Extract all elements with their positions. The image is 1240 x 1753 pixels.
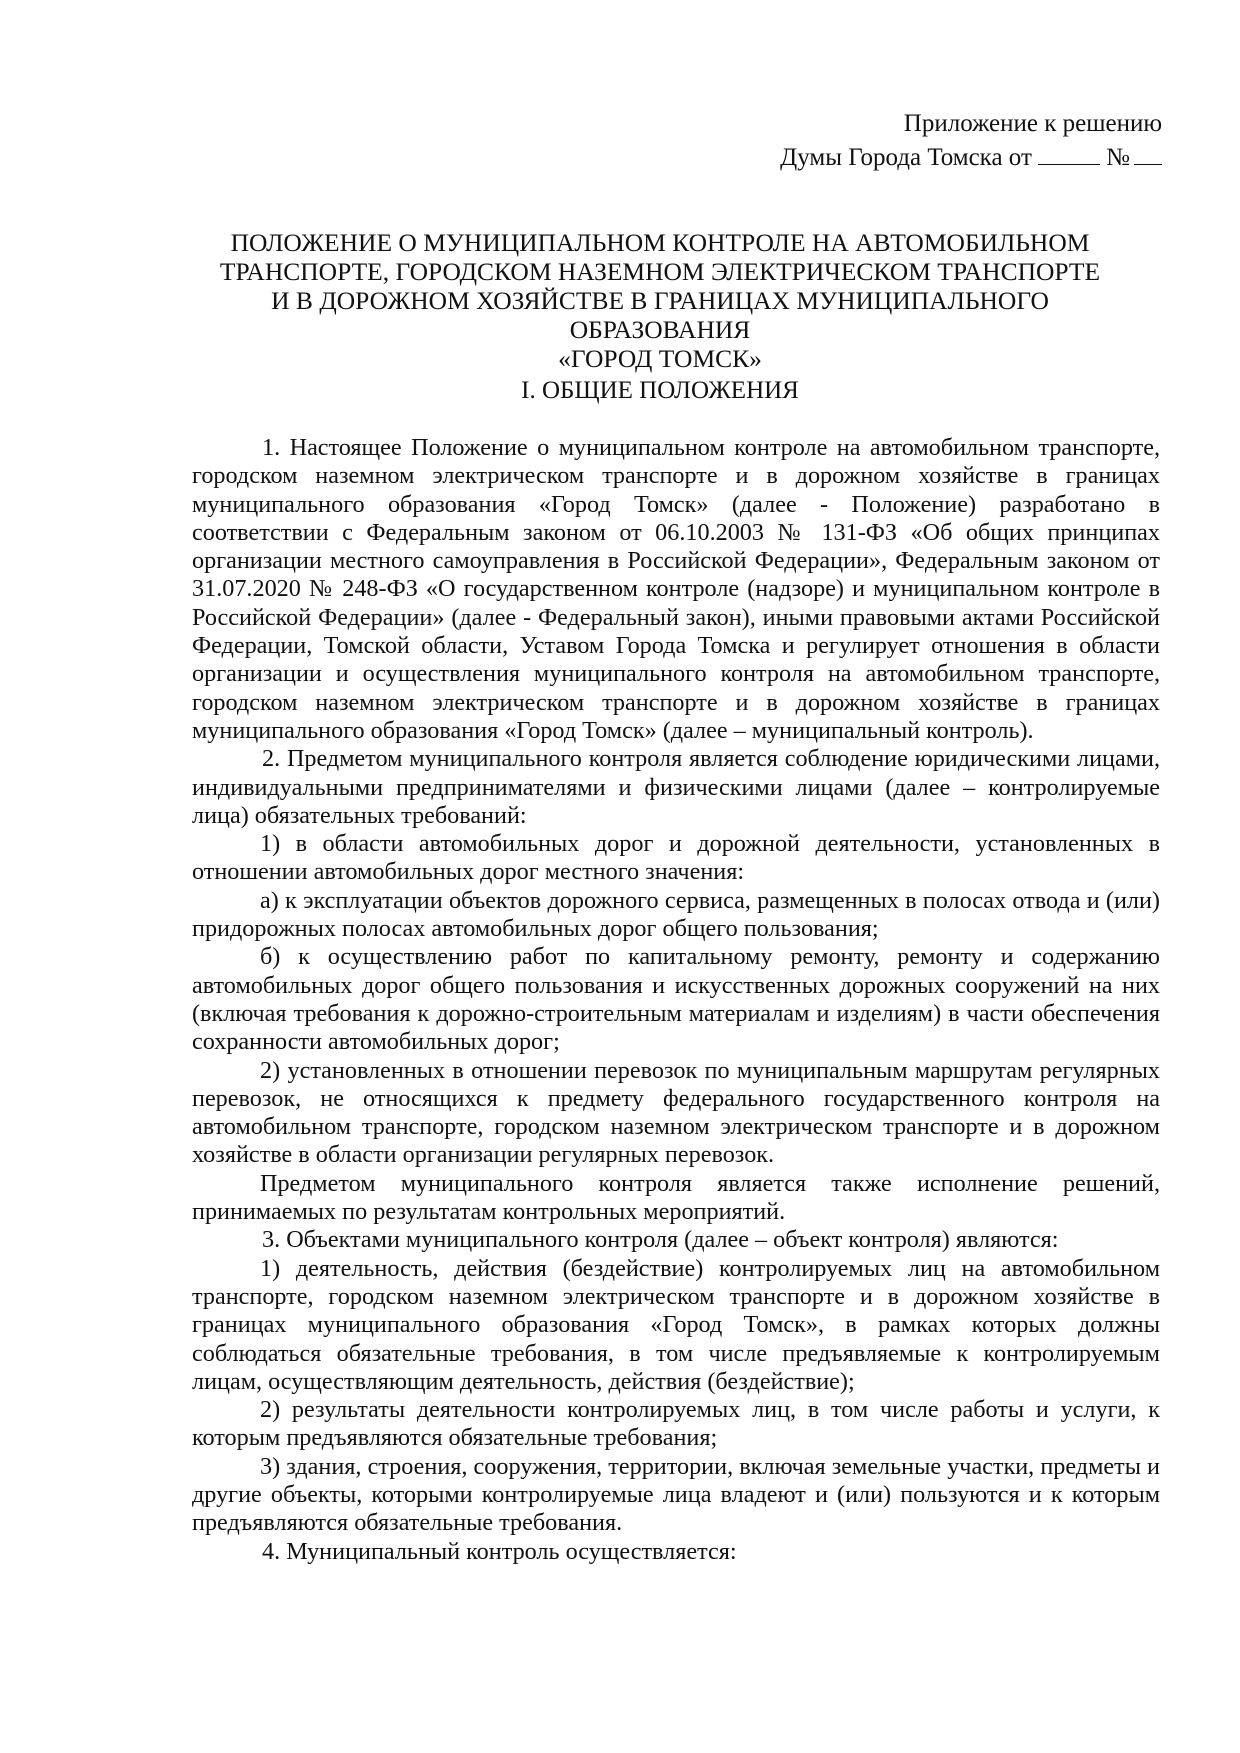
document-body: [192, 434, 1160, 1566]
paragraph-3-item-2: 2) результаты деятельности контролируемых лиц, в том числе работы и услуги, к которым предъявляются обязательные требования;: [192, 1396, 1160, 1452]
number-sign: №: [1106, 144, 1130, 171]
paragraph-2-item-1a: а) к эксплуатации объектов дорожного сервиса, размещенных в полосах отвода и (или) придорожных полосах автомобильных дорог общего пользования;: [192, 886, 1160, 943]
title-line-2: ТРАНСПОРТЕ, ГОРОДСКОМ НАЗЕМНОМ ЭЛЕКТРИЧЕСКОМ ТРАНСПОРТЕ: [219, 257, 1101, 286]
attachment-line-2-text: Думы Города Томска от: [780, 144, 1032, 171]
document-title: [180, 228, 1140, 373]
title-line-4: «ГОРОД ТОМСК»: [558, 344, 762, 373]
paragraph-3: 3. Объектами муниципального контроля (далее – объект контроля) являются:: [262, 1226, 1059, 1254]
paragraph-2-item-2: 2) установленных в отношении перевозок по муниципальным маршрутам регулярных перевозок, не относящихся к предмету федерального государственного контроля на автомобильном транспорте, городском наземном электрическом транспорте и в дорожном хозяйстве в области организации регулярных перевозок.: [192, 1056, 1160, 1169]
paragraph-3-item-3: 3) здания, строения, сооружения, территории, включая земельные участки, предметы и другие объекты, которыми контролируемые лица владеют и (или) пользуются и к которым предъявляются обязательные требования.: [192, 1452, 1160, 1537]
section-heading: I. ОБЩИЕ ПОЛОЖЕНИЯ: [521, 377, 799, 404]
paragraph-2-item-1b: б) к осуществлению работ по капитальному ремонту, ремонту и содержанию автомобильных дорог общего пользования и искусственных дорожных сооружений на них (включая требования к дорожно-строительным материалам и изделиям) в части обеспечения сохранности автомобильных дорог;: [192, 943, 1160, 1056]
date-blank: [1038, 140, 1100, 165]
paragraph-2-item-1: 1) в области автомобильных дорог и дорожной деятельности, установленных в отношении автомобильных дорог местного значения:: [192, 830, 1160, 886]
attachment-line-1: Приложение к решению: [903, 110, 1162, 137]
attachment-line-2: [780, 140, 1162, 174]
title-line-3: И В ДОРОЖНОМ ХОЗЯЙСТВЕ В ГРАНИЦАХ МУНИЦИПАЛЬНОГО ОБРАЗОВАНИЯ: [271, 286, 1049, 344]
title-line-1: ПОЛОЖЕНИЕ О МУНИЦИПАЛЬНОМ КОНТРОЛЕ НА АВТОМОБИЛЬНОМ: [230, 228, 1090, 257]
paragraph-3-item-1: 1) деятельность, действия (бездействие) контролируемых лиц на автомобильном транспорте, городском наземном электрическом транспорте и в дорожном хозяйстве в границах муниципального образования «Город Томск», в рамках которых должны соблюдаться обязательные требования, в том числе предъявляемые к контролируемым лицам, осуществляющим деятельность, действия (бездействие);: [192, 1254, 1160, 1395]
attachment-header: [780, 108, 1162, 174]
paragraph-4: 4. Муниципальный контроль осуществляется:: [262, 1537, 737, 1565]
paragraph-1: 1. Настоящее Положение о муниципальном контроле на автомобильном транспорте, городском наземном электрическом транспорте и в дорожном хозяйстве в границах муниципального образования «Город Томск» (далее - Положение) разработано в соответствии с Федеральным законом от 06.10.2003 № 131-ФЗ «Об общих принципах организации местного самоуправления в Российской Федерации», Федеральным законом от 31.07.2020 № 248-ФЗ «О государственном контроле (надзоре) и муниципальном контроле в Российской Федерации» (далее - Федеральный закон), иными правовыми актами Российской Федерации, Томской области, Уставом Города Томска и регулирует отношения в области организации и осуществления муниципального контроля на автомобильном транспорте, городском наземном электрическом транспорте и в дорожном хозяйстве в границах муниципального образования «Город Томск» (далее – муниципальный контроль).: [192, 434, 1160, 744]
paragraph-2-extra: Предметом муниципального контроля является также исполнение решений, принимаемых по результатам контрольных мероприятий.: [192, 1169, 1160, 1226]
number-blank: [1134, 140, 1162, 165]
paragraph-2: 2. Предметом муниципального контроля является соблюдение юридическими лицами, индивидуальными предпринимателями и физическими лицами (далее – контролируемые лица) обязательных требований:: [192, 745, 1160, 829]
